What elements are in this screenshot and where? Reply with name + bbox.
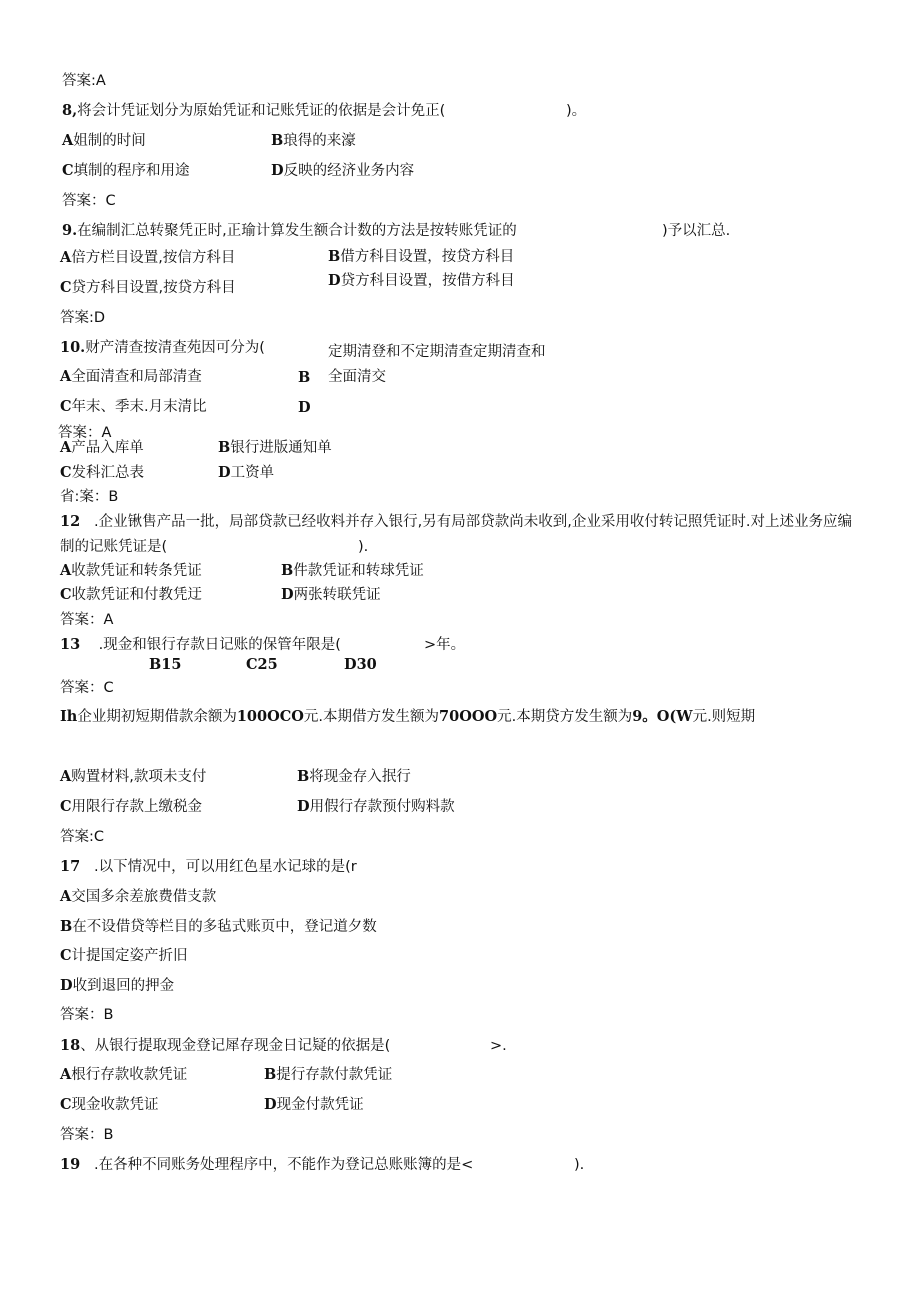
option-a: A收款凭证和转条凭证 [60,562,202,579]
question-10-side-text-1: 定期清登和不定期清查定期清查和 [328,344,546,360]
question-13-stem-end: >年。 [424,637,466,653]
option-a: A交国多余差旅费借支款 [60,888,217,905]
question-10-side-text-2: 全面清交 [328,369,386,385]
question-text: 将会计凭证划分为原始凭证和记账凭证的依据是会计免正( [77,103,446,119]
question-12-stem-line-2: 制的记账凭证是( [60,539,168,555]
option-b: B将现金存入抿行 [297,768,411,785]
option-d: D [298,399,311,416]
answer-18: 答案：B [60,1127,114,1143]
question-19-stem: 19 .在各种不同账务处理程序中，不能作为登记总账账簿的是< [60,1156,474,1173]
question-19-stem-end: ). [574,1157,585,1173]
option-b: B [298,369,311,386]
option-d: D两张转联凭证 [281,586,381,603]
question-17-stem: 17 .以下情况中，可以用红色星水记球的是(r [60,858,357,875]
option-a: A根行存款收款凭证 [60,1066,188,1083]
option-a: A产品入库单 [60,439,144,456]
answer-7: 答案:A [62,73,106,89]
option-d: D工资单 [218,464,275,481]
answer-16: 答案:C [60,829,105,845]
option-c: C用限行存款上缴税金 [60,798,203,815]
option-b: B提行存款付款凭证 [264,1066,393,1083]
question-10-stem: 10.财产清查按清查苑因可分为( [60,339,265,356]
question-12-stem: 12 .企业锹售产品一批，局部贷款已经收料并存入银行,另有局部贷款尚未收到,企业采用收付转记照凭证时.对上述业务应编 [60,513,852,530]
question-12-stem-end: ). [358,539,369,555]
option-b: B银行进版通知单 [218,439,332,456]
option-d: D反映的经济业务内容 [271,162,415,179]
option-c: C收款凭证和付教凭迂 [60,586,203,603]
clipped-answer-10: 答案：A [58,425,112,441]
question-14-stem: Ih企业期初短期借款余额为100OCO元.本期借方发生额为70OOO元.本期贷方发生额为9。O(W元.则短期 [60,708,756,725]
option-c: C计提国定姿产折旧 [60,947,188,964]
option-d: D收到退回的押金 [60,977,175,994]
option-d: D现金付款凭证 [264,1096,364,1113]
option-c: C25 [246,656,278,673]
question-8-stem-end: )。 [566,103,587,119]
question-9-stem: 9.在编制汇总转聚凭正时,正瑜计算发生额合计数的方法是按转账凭证的 [62,222,517,239]
option-c: C年末、季末.月末清比 [60,398,207,415]
option-d: D30 [344,656,377,673]
option-b: B琅得的来濠 [271,132,356,149]
answer-13: 答案：C [60,680,114,696]
option-c: C填制的程序和用途 [62,162,190,179]
option-b: B借方科目设置，按贷方科目 [328,248,515,265]
option-c: C发科汇总表 [60,464,145,481]
question-18-stem-end: >. [490,1038,507,1054]
answer-12: 答案：A [60,612,114,628]
question-9-stem-end: )予以汇总. [662,223,731,239]
option-a: A姐制的时间 [62,132,146,149]
question-8-stem [62,102,445,120]
option-d: D贷方科目设置，按借方科目 [328,272,515,289]
option-a: A购置材料,款项未支付 [60,768,207,785]
answer-9: 答案:D [60,310,106,326]
question-13-stem: 13 .现金和银行存款日记账的保管年限是( [60,636,341,653]
answer-17: 答案：B [60,1007,114,1023]
option-b: B件款凭证和转球凭证 [281,562,424,579]
option-d: D用假行存款预付购料款 [297,798,455,815]
option-c: C现金收款凭证 [60,1096,159,1113]
option-b: B在不设借贷等栏目的多毡式账页中，登记道夕数 [60,918,377,935]
option-a: A全面清查和局部清查 [60,368,202,385]
option-c: C贷方科目设置,按贷方科目 [60,279,236,296]
answer-11: 省:案：B [60,489,119,505]
answer-8: 答案：C [62,193,116,209]
option-b: B15 [149,656,182,673]
question-18-stem: 18、从银行提取现金登记犀存现金日记疑的依据是( [60,1037,391,1054]
question-number: 8, [62,102,78,119]
option-a: A倍方栏目设置,按信方科目 [60,249,236,266]
